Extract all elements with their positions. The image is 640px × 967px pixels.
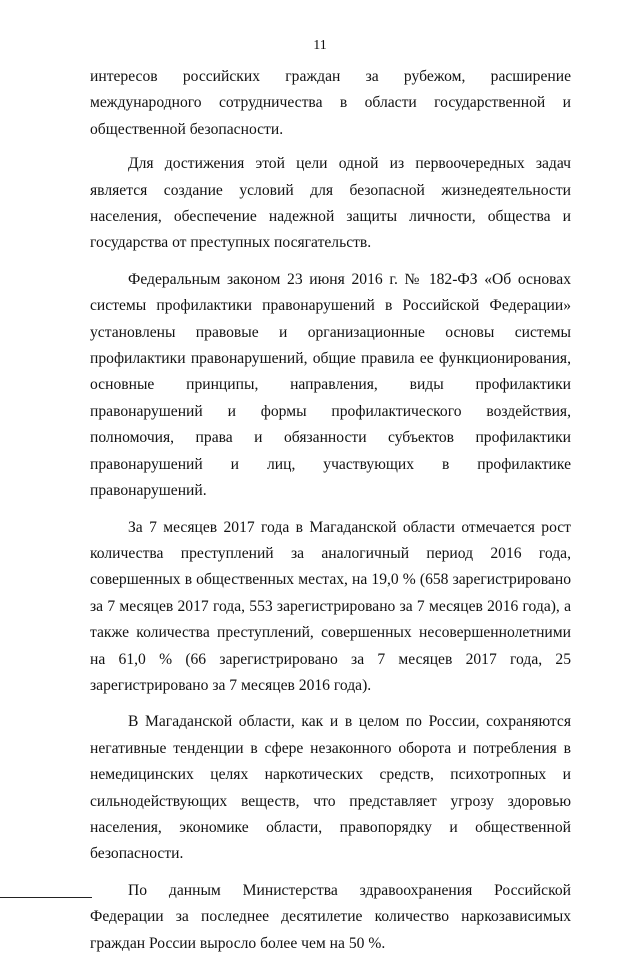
- page-number: 11: [313, 38, 327, 53]
- paragraph-goal: Для достижения этой цели одной из первоочередных задач является создание условий для безопасной жизнедеятельности населения, обеспечение надежной защиты личности, общества и государства от преступных посягательств.: [90, 155, 571, 252]
- document-body: [90, 64, 571, 967]
- paragraph-drug-trends: В Магаданской области, как и в целом по России, сохраняются негативные тенденции в сфере незаконного оборота и потребления в немедицинских целях наркотических средств, психотропных и сильнодействующих веществ, что представляет угрозу здоровью населения, экономике области, правопорядку и общественной безопасности.: [90, 713, 571, 863]
- paragraph-crime-statistics: За 7 месяцев 2017 года в Магаданской области отмечается рост количества преступлений за аналогичный период 2016 года, совершенных в общественных местах, на 19,0 % (658 зарегистрировано за 7 месяцев 2017 года, 553 зарегистрировано за 7 месяцев 2016 года), а также количества преступлений, совершенных несовершеннолетними на 61,0 % (66 зарегистрировано за 7 месяцев 2017 года, 25 зарегистрировано за 7 месяцев 2016 года).: [90, 518, 571, 694]
- footer-rule: [0, 897, 92, 898]
- paragraph-health-ministry: По данным Министерства здравоохранения Российской Федерации за последнее десятилетие количество наркозависимых граждан России выросло более чем на 50 %.: [90, 881, 571, 952]
- paragraph-federal-law: Федеральным законом 23 июня 2016 г. № 182-ФЗ «Об основах системы профилактики правонарушений в Российской Федерации» установлены правовые и организационные основы системы профилактики правонарушений, общие правила ее функционирования, основные принципы, направления, виды профилактики правонарушений и формы профилактического воздействия, полномочия, права и обязанности субъектов профилактики правонарушений и лиц, участвующих в профилактике правонарушений.: [90, 270, 571, 500]
- paragraph-continuation: интересов российских граждан за рубежом, расширение международного сотрудничества в области государственной и общественной безопасности.: [90, 68, 571, 138]
